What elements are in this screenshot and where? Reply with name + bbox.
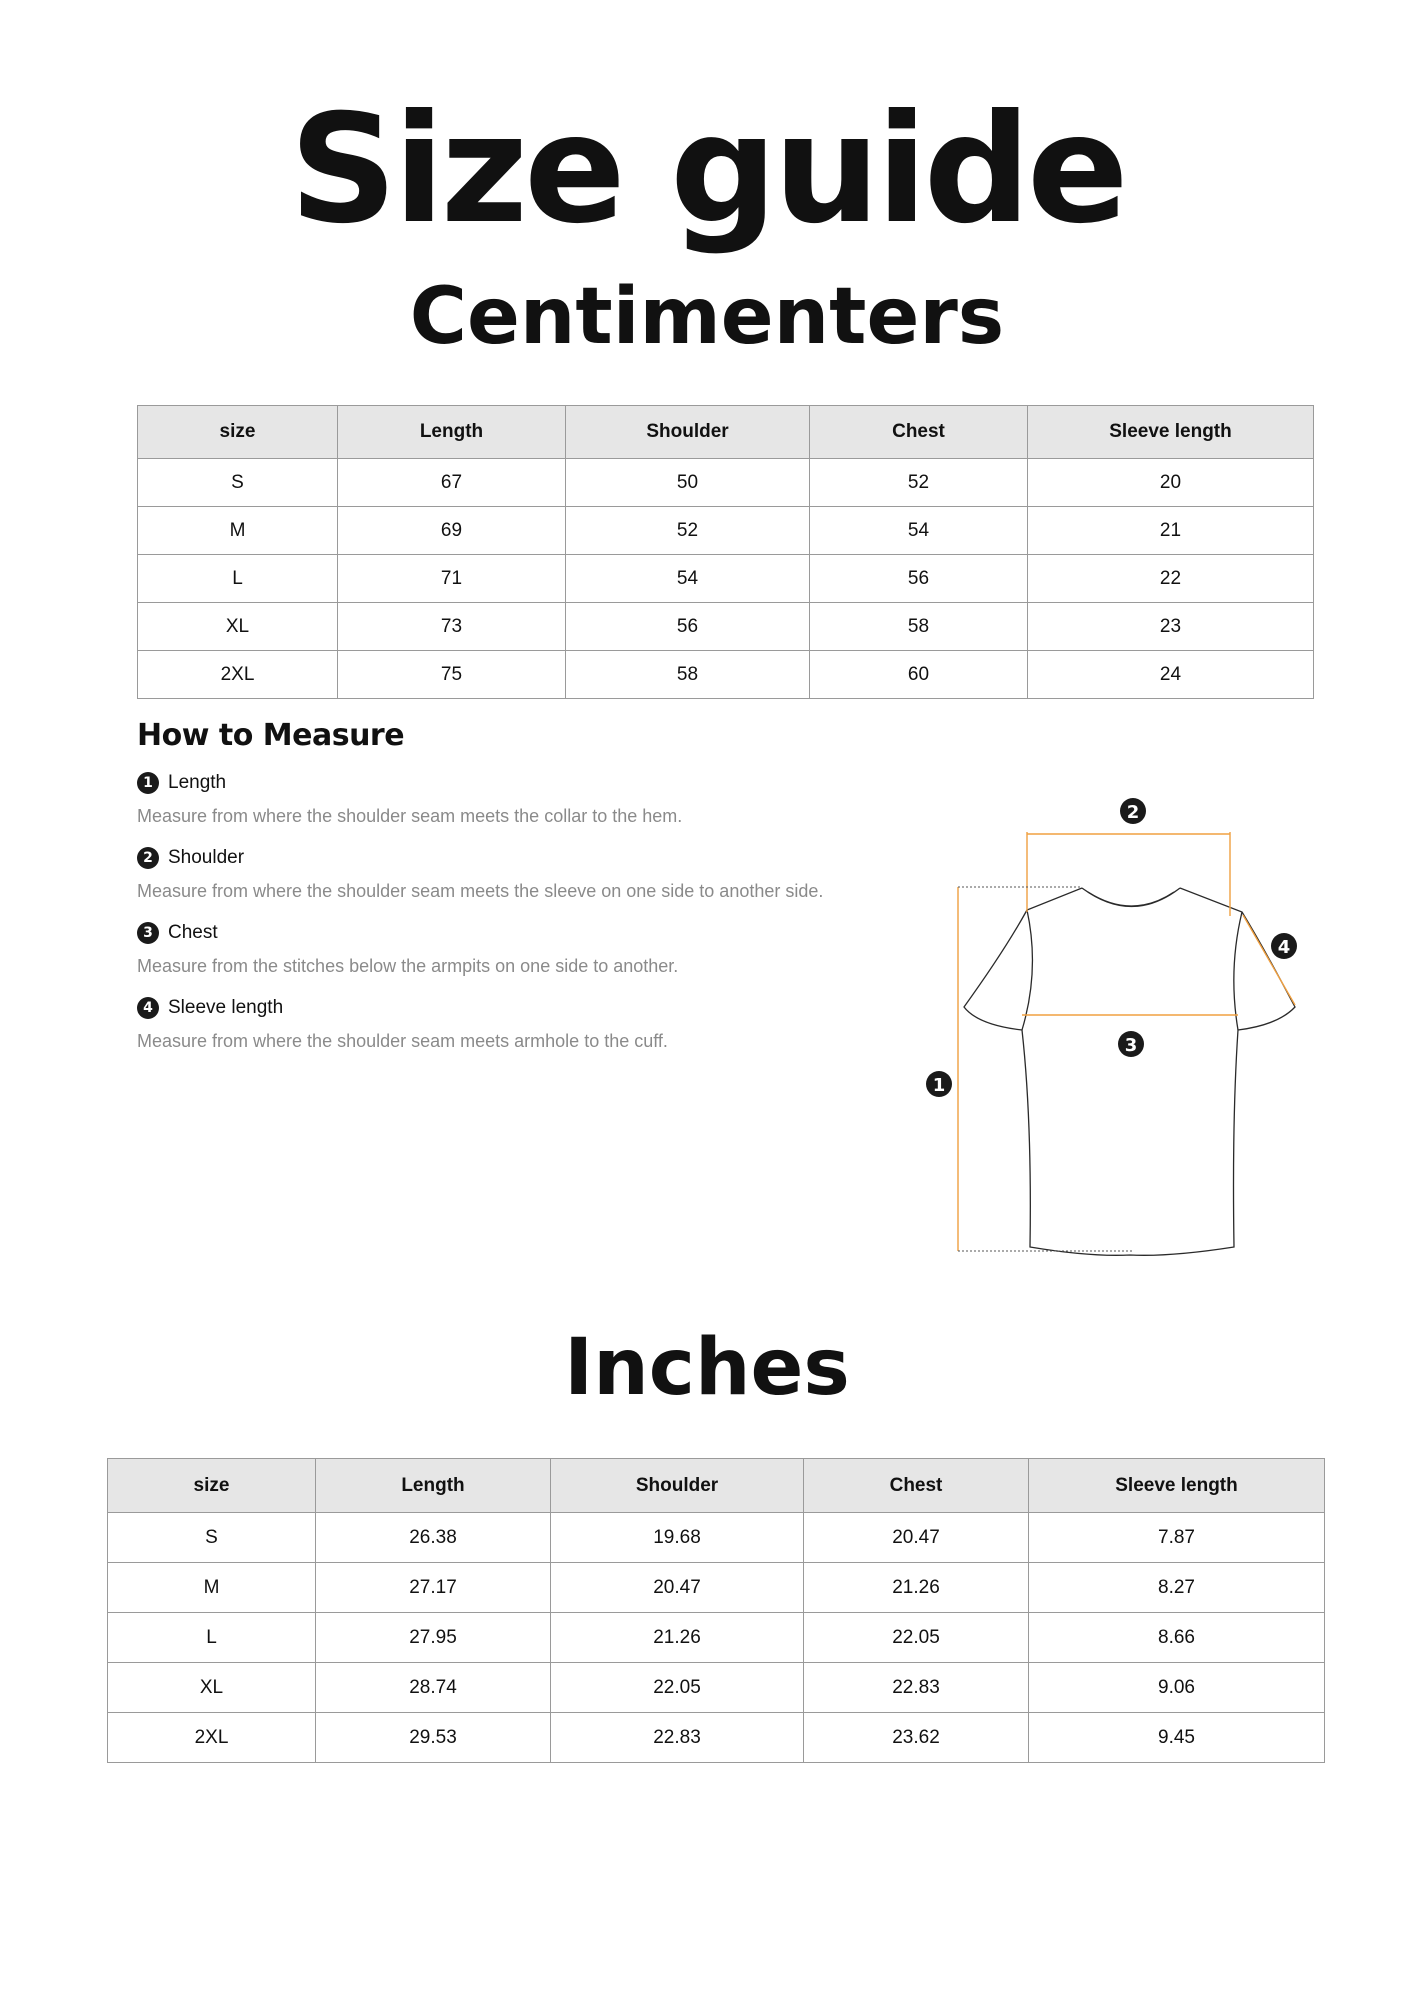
step-label: Shoulder (168, 847, 245, 868)
column-header-shoulder: Shoulder (551, 1459, 804, 1513)
size-cell: M (138, 507, 338, 555)
diagram-marker-1 (926, 1071, 952, 1097)
size-table-centimeters (137, 405, 1314, 699)
size-cell: 2XL (138, 651, 338, 699)
chest-cell: 52 (810, 459, 1028, 507)
size-cell: S (138, 459, 338, 507)
step-number-badge: 1 (137, 772, 159, 794)
table-row (138, 459, 1314, 507)
sleeve-length-cell: 8.66 (1029, 1613, 1325, 1663)
measure-step-sleeve-length (137, 993, 668, 1051)
length-cell: 26.38 (316, 1513, 551, 1563)
length-cell: 27.95 (316, 1613, 551, 1663)
length-cell: 28.74 (316, 1663, 551, 1713)
table-row (108, 1613, 1325, 1663)
centimeters-heading: Centimenters (409, 272, 1005, 362)
table-header-row (108, 1459, 1325, 1513)
column-header-size: size (138, 406, 338, 459)
shoulder-cell: 58 (566, 651, 810, 699)
shoulder-cell: 54 (566, 555, 810, 603)
svg-text:1: 1 (932, 1075, 946, 1096)
table-row (138, 651, 1314, 699)
how-to-measure-heading: How to Measure (137, 718, 405, 753)
step-description: Measure from the stitches below the armpits on one side to another. (137, 956, 679, 976)
sleeve-length-cell: 23 (1028, 603, 1314, 651)
table-row (108, 1513, 1325, 1563)
length-cell: 69 (338, 507, 566, 555)
sleeve-length-cell: 9.06 (1029, 1663, 1325, 1713)
table-row (108, 1563, 1325, 1613)
tshirt-outline-icon (964, 888, 1295, 1255)
measure-step-length (137, 768, 683, 826)
step-number-badge: 3 (137, 922, 159, 944)
size-cell: XL (108, 1663, 316, 1713)
length-cell: 71 (338, 555, 566, 603)
size-cell: L (108, 1613, 316, 1663)
column-header-sleeve-length: Sleeve length (1028, 406, 1314, 459)
shoulder-cell: 19.68 (551, 1513, 804, 1563)
size-cell: L (138, 555, 338, 603)
shoulder-cell: 20.47 (551, 1563, 804, 1613)
size-cell: XL (138, 603, 338, 651)
chest-cell: 60 (810, 651, 1028, 699)
svg-text:4: 4 (1277, 937, 1291, 958)
table-row (108, 1713, 1325, 1763)
column-header-size: size (108, 1459, 316, 1513)
table-row (108, 1663, 1325, 1713)
svg-text:2: 2 (1126, 802, 1140, 823)
column-header-shoulder: Shoulder (566, 406, 810, 459)
length-cell: 67 (338, 459, 566, 507)
step-description: Measure from where the shoulder seam meets the sleeve on one side to another side. (137, 881, 824, 901)
page-title: Size guide (289, 83, 1125, 257)
chest-cell: 23.62 (804, 1713, 1029, 1763)
sleeve-length-cell: 24 (1028, 651, 1314, 699)
sleeve-length-cell: 7.87 (1029, 1513, 1325, 1563)
chest-cell: 54 (810, 507, 1028, 555)
sleeve-length-cell: 21 (1028, 507, 1314, 555)
length-cell: 75 (338, 651, 566, 699)
step-label: Sleeve length (168, 997, 284, 1018)
sleeve-line (1243, 915, 1295, 1005)
length-cell: 73 (338, 603, 566, 651)
chest-cell: 58 (810, 603, 1028, 651)
chest-cell: 56 (810, 555, 1028, 603)
shoulder-cell: 50 (566, 459, 810, 507)
column-header-chest: Chest (804, 1459, 1029, 1513)
step-label: Chest (168, 922, 218, 943)
sleeve-length-cell: 9.45 (1029, 1713, 1325, 1763)
chest-cell: 20.47 (804, 1513, 1029, 1563)
table-row (138, 603, 1314, 651)
shoulder-cell: 21.26 (551, 1613, 804, 1663)
diagram-marker-3 (1118, 1031, 1144, 1057)
sleeve-length-cell: 20 (1028, 459, 1314, 507)
tshirt-measurement-diagram (920, 790, 1320, 1280)
inches-heading: Inches (564, 1323, 850, 1413)
chest-cell: 21.26 (804, 1563, 1029, 1613)
step-description: Measure from where the shoulder seam meets the collar to the hem. (137, 806, 683, 826)
column-header-length: Length (338, 406, 566, 459)
size-table-inches (107, 1458, 1325, 1763)
column-header-chest: Chest (810, 406, 1028, 459)
column-header-sleeve-length: Sleeve length (1029, 1459, 1325, 1513)
dimension-dotted-lines (958, 887, 1134, 1251)
measure-step-chest (137, 918, 679, 976)
chest-cell: 22.05 (804, 1613, 1029, 1663)
shoulder-cell: 22.05 (551, 1663, 804, 1713)
sleeve-length-cell: 22 (1028, 555, 1314, 603)
size-cell: M (108, 1563, 316, 1613)
measure-step-shoulder (137, 843, 824, 901)
step-label: Length (168, 772, 227, 793)
length-cell: 27.17 (316, 1563, 551, 1613)
table-row (138, 555, 1314, 603)
shoulder-cell: 52 (566, 507, 810, 555)
step-number-badge: 4 (137, 997, 159, 1019)
length-cell: 29.53 (316, 1713, 551, 1763)
size-cell: 2XL (108, 1713, 316, 1763)
svg-text:3: 3 (1124, 1035, 1138, 1056)
diagram-marker-2 (1120, 798, 1146, 824)
table-row (138, 507, 1314, 555)
diagram-marker-4 (1271, 933, 1297, 959)
step-number-badge: 2 (137, 847, 159, 869)
sleeve-length-cell: 8.27 (1029, 1563, 1325, 1613)
shoulder-cell: 22.83 (551, 1713, 804, 1763)
shoulder-cell: 56 (566, 603, 810, 651)
chest-cell: 22.83 (804, 1663, 1029, 1713)
table-header-row (138, 406, 1314, 459)
column-header-length: Length (316, 1459, 551, 1513)
size-cell: S (108, 1513, 316, 1563)
step-description: Measure from where the shoulder seam meets armhole to the cuff. (137, 1031, 668, 1051)
